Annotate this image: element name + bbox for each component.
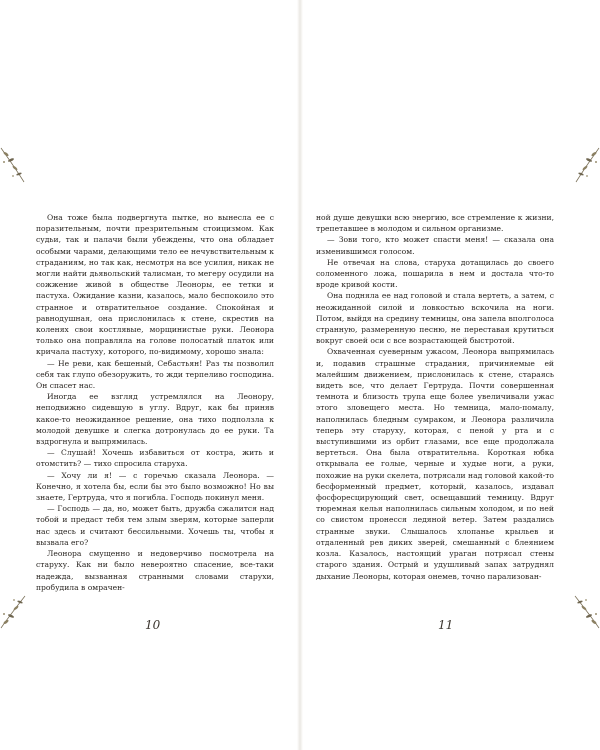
- right-page: [300, 0, 600, 750]
- paragraph: Она тоже была подвергнута пытке, но вынесла ее с поразительным, почти презрительным стоицизмом. Как судьи, так и палачи были убеждены, что она обладает особыми чарами, делающими тело ее нечувствительным к страданиям, но так как, несмотря на все усилия, никак не могли найти дьявольский талисман, то мегеру осудили на сожжение живой в обществе Леоноры, ее тетки и пастуха. Ожидание казни, казалось, мало беспокоило это странное и отвратительное создание. Спокойная и равнодушная, она прислонилась к стене, скрестив на коленях свои костлявые, морщинистые руки. Леонора только она поправляла на голове полосатый платок или кричала пастуху, которого, по-видимому, хорошо знала:: [36, 213, 274, 357]
- paragraph: Она подняла ее над головой и стала вертеть, а затем, с неожиданной силой и ловкостью вскочила на ноги. Потом, выйдя на средину темницы, она запела вполголоса странную, размеренную песню, не переставая крутиться вокруг своей оси с все возрастающей быстротой.: [316, 291, 554, 346]
- paragraph: — Зови того, кто может спасти меня! — сказала она изменившимся голосом.: [316, 235, 554, 256]
- paragraph: — Хочу ли я! — с горечью сказала Леонора. — Конечно, я хотела бы, если бы это было возможно! Но вы знаете, Гертруда, что я погибла. Господь покинул меня.: [36, 470, 274, 503]
- paragraph: — Не реви, как бешеный, Себастьян! Раз ты позволил себя так глупо обезоружить, то жди терпеливо господина. Он спасет нас.: [36, 358, 274, 391]
- right-page-text: [316, 212, 554, 582]
- branch-ornament-icon: [0, 142, 28, 186]
- paragraph: Не отвечая на слова, старуха дотащилась до своего соломенного ложа, пошарила в нем и достала что-то вроде кривой кости.: [316, 257, 554, 290]
- branch-ornament-icon: [572, 142, 600, 186]
- left-page-text: [36, 212, 274, 593]
- page-number: 11: [438, 618, 454, 632]
- paragraph: ной душе девушки всю энергию, все стремление к жизни, трепетавшее в молодом и сильном организме.: [316, 213, 554, 234]
- paragraph: Леонора смущенно и недоверчиво посмотрела на старуху. Как ни было невероятно спасение, все-таки надежда, вызванная странными словами старухи, пробудила в омрачен-: [36, 549, 274, 592]
- paragraph: Иногда ее взгляд устремлялся на Леонору, неподвижно сидевшую в углу. Вдруг, как бы приняв какое-то неожиданное решение, она тихо подползла к молодой девушке и слегка дотронулась до ее руки. Та вздрогнула и выпрямилась.: [36, 392, 274, 447]
- branch-ornament-icon: [572, 590, 600, 634]
- branch-ornament-icon: [0, 590, 28, 634]
- paragraph: — Слушай! Хочешь избавиться от костра, жить и отомстить? — тихо спросила старуха.: [36, 448, 274, 469]
- page-number: 10: [145, 618, 161, 632]
- paragraph: Охваченная суеверным ужасом, Леонора выпрямилась и, подавив страшные страдания, причиняемые ей малейшим движением, прислонилась к стене, стараясь видеть все, что делает Гертруда. Почти совершенная темнота и близость трупа еще более увеличивали ужас этого зловещего места. Но темница, мало-помалу, наполнилась бледным сумраком, и Леонора различила теперь эту старуху, которая, с пеной у рта и с выступившими из орбит глазами, все еще продолжала вертеться. Она была отвратительна. Короткая юбка открывала ее голые, черные и худые ноги, а руки, похожие на руки скелета, потрясали над головой какой-то бесформенный предмет, который, казалось, издавал фосфоресцирующий свет, освещавший темницу. Вдруг тюремная келья наполнилась сильным холодом, и по ней со свистом пронесся ледяной ветер. Затем раздались странные звуки. Слышалось хлопанье крыльев и отдаленный рев диких зверей, смешанный с блеянием козла. Казалось, настоящий ураган потрясал стены старого здания. Острый и удушливый запах затруднял дыхание Леоноры, которая онемев, точно парализован-: [316, 347, 554, 581]
- paragraph: — Господь — да, но, может быть, дружба сжалится над тобой и предаст тебя тем злым зверям, которые заперли нас здесь и считают бессильными. Хочешь ты, чтобы я вызвала его?: [36, 504, 274, 547]
